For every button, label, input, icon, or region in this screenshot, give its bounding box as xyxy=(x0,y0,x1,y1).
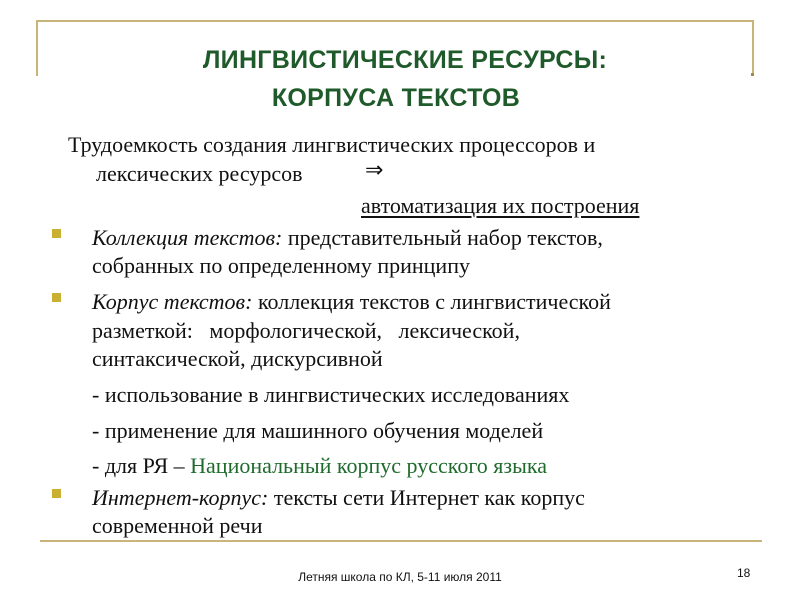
slide-footer: Летняя школа по КЛ, 5-11 июля 2011 xyxy=(298,570,502,584)
square-bullet-icon xyxy=(52,229,61,238)
frame-top-line xyxy=(36,20,754,22)
bullet-1-term: Коллекция текстов: xyxy=(92,225,283,250)
bullet-2-term: Корпус текстов: xyxy=(92,289,253,314)
intro-conclusion: автоматизация их построения xyxy=(361,193,640,218)
page-number: 18 xyxy=(737,566,751,580)
sub-item-2: - применение для машинного обучения моделей xyxy=(92,418,544,443)
bullet-1-text: представительный набор текстов, xyxy=(282,225,603,250)
bullet-1-line1 xyxy=(92,224,603,252)
square-bullet-icon xyxy=(52,293,61,302)
square-bullet-icon xyxy=(52,489,61,498)
bullet-2-line3: синтаксической, дискурсивной xyxy=(92,346,383,371)
sub-item-3 xyxy=(92,452,547,480)
bullet-3-text: тексты сети Интернет как корпус xyxy=(268,485,585,510)
bullet-2-line1 xyxy=(92,288,611,316)
frame-bottom-line xyxy=(40,540,762,542)
intro-line1: Трудоемкость создания лингвистических процессоров и xyxy=(68,132,596,157)
bullet-1-line2: собранных по определенному принципу xyxy=(92,253,470,278)
bullet-2-line2: разметкой: морфологической, лексической, xyxy=(92,318,520,343)
implies-arrow-icon: ⇒ xyxy=(365,158,384,183)
intro-line2: лексических ресурсов xyxy=(96,161,303,186)
sub-item-3-prefix: - для РЯ – xyxy=(92,453,191,478)
national-corpus-link[interactable]: Национальный корпус русского языка xyxy=(190,453,548,478)
slide-title-line2: КОРПУСА ТЕКСТОВ xyxy=(271,84,521,112)
bullet-3-line1 xyxy=(92,484,585,512)
sub-item-1: - использование в лингвистических исследованиях xyxy=(92,382,570,407)
bullet-3-term: Интернет-корпус: xyxy=(92,485,269,510)
slide-title-line1: ЛИНГВИСТИЧЕСКИЕ РЕСУРСЫ: xyxy=(202,46,608,74)
bullet-2-text: коллекция текстов с лингвистической xyxy=(252,289,611,314)
bullet-3-line2: современной речи xyxy=(92,513,263,538)
